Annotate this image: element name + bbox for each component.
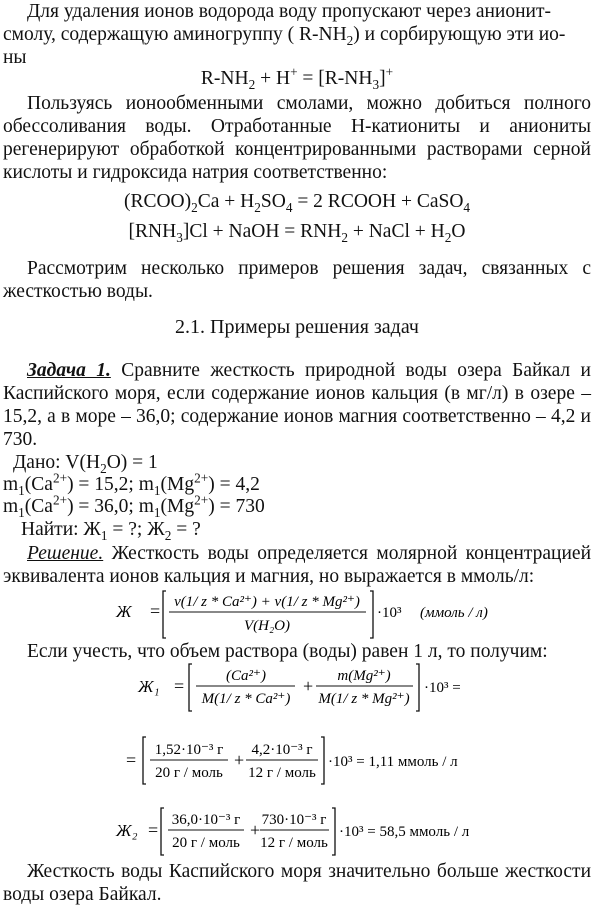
superscript: 2+ (52, 470, 68, 486)
given-line-1 (13, 451, 594, 474)
plus-sign: + (234, 750, 245, 770)
superscript: + (290, 64, 298, 80)
paragraph-conclusion: Жесткость воды Каспийского моря значительно больше жесткости воды озера Байкал. (3, 861, 591, 905)
equals-sign: = (150, 601, 161, 621)
given-line-2 (3, 470, 591, 498)
text: Дано: V(H (13, 452, 101, 473)
text: ) и сорбирующую эти ио- (353, 24, 566, 45)
text: R-NH (200, 68, 249, 89)
subscript: 4 (285, 199, 293, 215)
text: O (451, 221, 466, 242)
text: O) = 1 (106, 452, 158, 473)
text: = ? (171, 519, 201, 540)
right-bracket (321, 737, 324, 784)
numerator-2: 730·10⁻³ г (261, 812, 327, 828)
numerator-2: m(Mg²⁺) (337, 668, 391, 684)
text: (Ca (24, 496, 53, 517)
denominator-1: 20 г / моль (172, 835, 240, 851)
find-line (21, 518, 594, 541)
reaction-equation-1 (0, 64, 594, 92)
subscript: 1 (153, 482, 161, 498)
text: (Mg (160, 474, 195, 495)
paragraph-examples-intro: Рассмотрим несколько примеров решения задач, связанных с жесткостью воды. (3, 258, 591, 302)
subscript: 2 (100, 460, 107, 476)
text: = [R-NH (297, 68, 373, 89)
text: (RCOO) (123, 191, 192, 212)
hardness-1-symbol: Ж₁ (138, 677, 160, 696)
equals-sign: = (148, 820, 159, 840)
text: (Mg (160, 496, 195, 517)
text: ) = 36,0; m (67, 496, 154, 517)
superscript: + (385, 64, 394, 80)
paragraph-line (27, 0, 591, 23)
text: ) = 15,2; m (67, 474, 154, 495)
text: Ca + H (197, 191, 255, 212)
right-bracket (332, 808, 335, 855)
numerator-2: 4,2·10⁻³ г (251, 742, 313, 758)
subscript: 1 (18, 504, 25, 520)
equals-sign: = (126, 750, 137, 770)
right-bracket (416, 664, 419, 711)
subscript: 1 (153, 504, 161, 520)
numerator: ν(1/ z * Ca²⁺) + ν(1/ z * Mg²⁺) (174, 594, 360, 610)
solution-paragraph (3, 542, 591, 588)
subscript: 2 (164, 527, 172, 543)
task-1 (3, 359, 591, 451)
subscript: 2 (254, 199, 261, 215)
left-bracket (163, 591, 166, 638)
paragraph-regeneration: Пользуясь ионообменными смолами, можно добиться полного обессоливания воды. Отработанные Н-катиониты и аниониты регенерируют обработкой концентрированными растворами серной кислоты и гидроксида натрия соответственно: (3, 93, 591, 183)
subscript: 1 (100, 527, 108, 543)
task-label: Задача 1. (27, 360, 111, 381)
text: + NaCl + H (347, 221, 445, 242)
solution-text: Жесткость воды определяется молярной концентрацией эквивалента ионов кальция и магния, но выражается в ммоль/л: (3, 543, 591, 587)
numerator-1: (Ca²⁺) (226, 668, 266, 684)
denominator-2: M(1/ z * Mg²⁺) (318, 691, 410, 707)
text: m (3, 496, 19, 517)
subscript: 4 (463, 199, 471, 215)
text: Найти: Ж (21, 519, 101, 540)
left-bracket (189, 664, 192, 711)
subscript: 2 (341, 229, 348, 245)
subscript: 1 (18, 482, 25, 498)
numerator-1: 36,0·10⁻³ г (171, 812, 241, 828)
superscript: 2+ (194, 492, 209, 508)
plus-sign: + (303, 676, 314, 696)
solution-label: Решение. (27, 543, 104, 564)
denominator-1: M(1/ z * Ca²⁺) (201, 691, 291, 707)
given-line-3 (3, 492, 591, 520)
task-text: Сравните жесткость природной воды озера Байкал и Каспийского моря, если содержание ионов кальция (в мг/л) в озере – 15,2, а в море – 36,0; содержание ионов магния соответственно – 4,2 и 730. (3, 360, 591, 450)
text: + H (255, 68, 291, 89)
subscript: 2 (346, 32, 354, 48)
text: = 2 RCOOH + CaSO (292, 191, 464, 212)
text: m (3, 474, 19, 495)
superscript: 2+ (194, 470, 209, 486)
text: ]Cl + NaOH = RNH (182, 221, 342, 242)
numerator-1: 1,52·10⁻³ г (154, 742, 224, 758)
text: смолу, содержащую аминогруппу ( R-NH (3, 24, 347, 45)
denominator-2: 12 г / моль (260, 835, 328, 851)
text: SO (260, 191, 286, 212)
result: ·10³ = 1,11 ммоль / л (328, 754, 458, 770)
subscript: 3 (176, 229, 183, 245)
subscript: 2 (444, 229, 452, 245)
text: = ?; Ж (107, 519, 165, 540)
text: Для удаления ионов водорода воду пропускают через анионит- (27, 1, 551, 22)
denominator-1: 20 г / моль (155, 765, 223, 781)
text: [RNH (128, 221, 177, 242)
result: ·10³ = 58,5 ммоль / л (339, 824, 470, 840)
section-heading: 2.1. Примеры решения задач (175, 316, 419, 338)
right-bracket (370, 591, 373, 638)
denominator-2: 12 г / моль (248, 765, 316, 781)
denominator: V(H₂O) (243, 618, 291, 634)
hardness-symbol: Ж (116, 602, 132, 621)
superscript: 2+ (52, 492, 68, 508)
hardness-2-symbol: Ж₂ (116, 821, 138, 840)
paragraph-line (3, 23, 591, 46)
multiplier: ·10³ (377, 605, 402, 621)
multiplier: ·10³ = (424, 680, 461, 696)
text: ны (3, 47, 27, 68)
reaction-equation-3 (0, 220, 594, 243)
reaction-equation-2 (0, 190, 594, 213)
plus-sign: + (250, 820, 261, 840)
left-bracket (143, 737, 146, 784)
paragraph-volume (27, 640, 591, 663)
unit: (ммоль / л) (420, 605, 488, 621)
subscript: 3 (372, 76, 380, 92)
left-bracket (161, 808, 164, 855)
text: ] (379, 68, 386, 89)
text: (Ca (24, 474, 53, 495)
subscript: 2 (191, 199, 198, 215)
equals-sign: = (174, 676, 185, 696)
text: ) = 730 (208, 496, 265, 517)
subscript: 2 (248, 76, 256, 92)
text: ) = 4,2 (208, 474, 260, 495)
text: Если учесть, что объем раствора (воды) равен 1 л, то получим: (27, 641, 548, 662)
